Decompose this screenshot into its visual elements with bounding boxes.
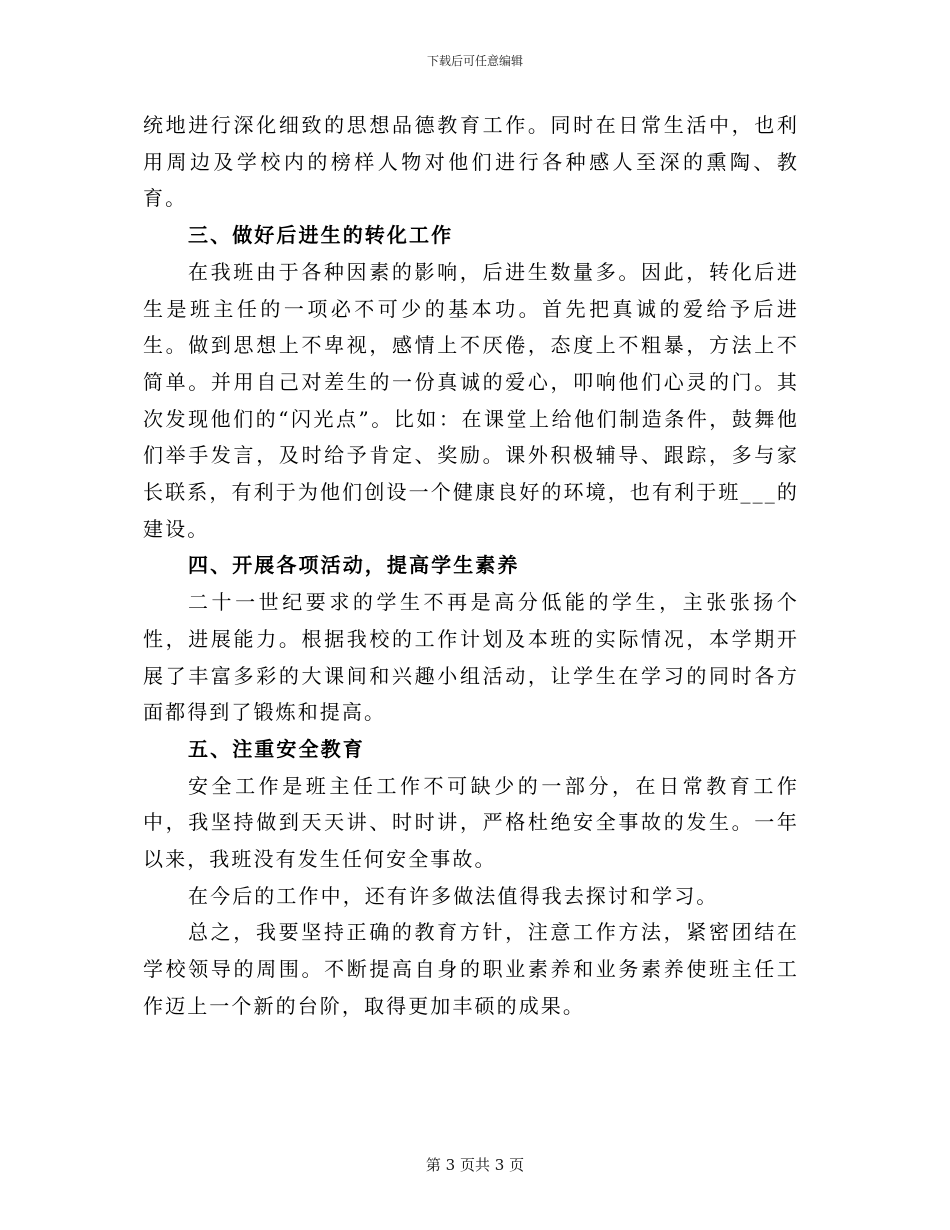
document-body — [143, 107, 799, 1025]
section-heading-5: 五、注重安全教育 — [188, 736, 365, 761]
paragraph-activities: 二十一世纪要求的学生不再是高分低能的学生，主张张扬个性，进展能力。根据我校的工作计划及本班的实际情况，本学期开展了丰富多彩的大课间和兴趣小组活动，让学生在学习的同时各方面都得到了锻炼和提高。 — [143, 590, 799, 725]
page-number: 第 3 页共 3 页 — [425, 1156, 525, 1174]
paragraph-continued: 统地进行深化细致的思想品德教育工作。同时在日常生活中，也利用周边及学校内的榜样人物对他们进行各种感人至深的熏陶、教育。 — [143, 113, 799, 211]
paragraph-future-work: 在今后的工作中，还有许多做法值得我去探讨和学习。 — [188, 883, 719, 908]
page-header: 下载后可任意编辑 — [426, 54, 523, 68]
section-heading-4: 四、开展各项活动，提高学生素养 — [188, 553, 520, 578]
section-heading-3: 三、做好后进生的转化工作 — [188, 223, 454, 248]
paragraph-safety: 安全工作是班主任工作不可缺少的一部分，在日常教育工作中，我坚持做到天天讲、时时讲，严格杜绝安全事故的发生。一年以来，我班没有发生任何安全事故。 — [143, 773, 799, 872]
paragraph-conclusion: 总之，我要坚持正确的教育方针，注意工作方法，紧密团结在学校领导的周围。不断提高自身的职业素养和业务素养使班主任工作迈上一个新的台阶，取得更加丰硕的成果。 — [143, 920, 799, 1018]
paragraph-backward-students: 在我班由于各种因素的影响，后进生数量多。因此，转化后进生是班主任的一项必不可少的基本功。首先把真诚的爱给予后进生。做到思想上不卑视，感情上不厌倦，态度上不粗暴，方法上不简单。并用自己对差生的一份真诚的爱心，叩响他们心灵的门。其次发现他们的“闪光点”。比如：在课堂上给他们制造条件，鼓舞他们举手发言，及时给予肯定、奖励。课外积极辅导、跟踪，多与家长联系，有利于为他们创设一个健康良好的环境，也有利于班___的建设。 — [143, 259, 799, 541]
